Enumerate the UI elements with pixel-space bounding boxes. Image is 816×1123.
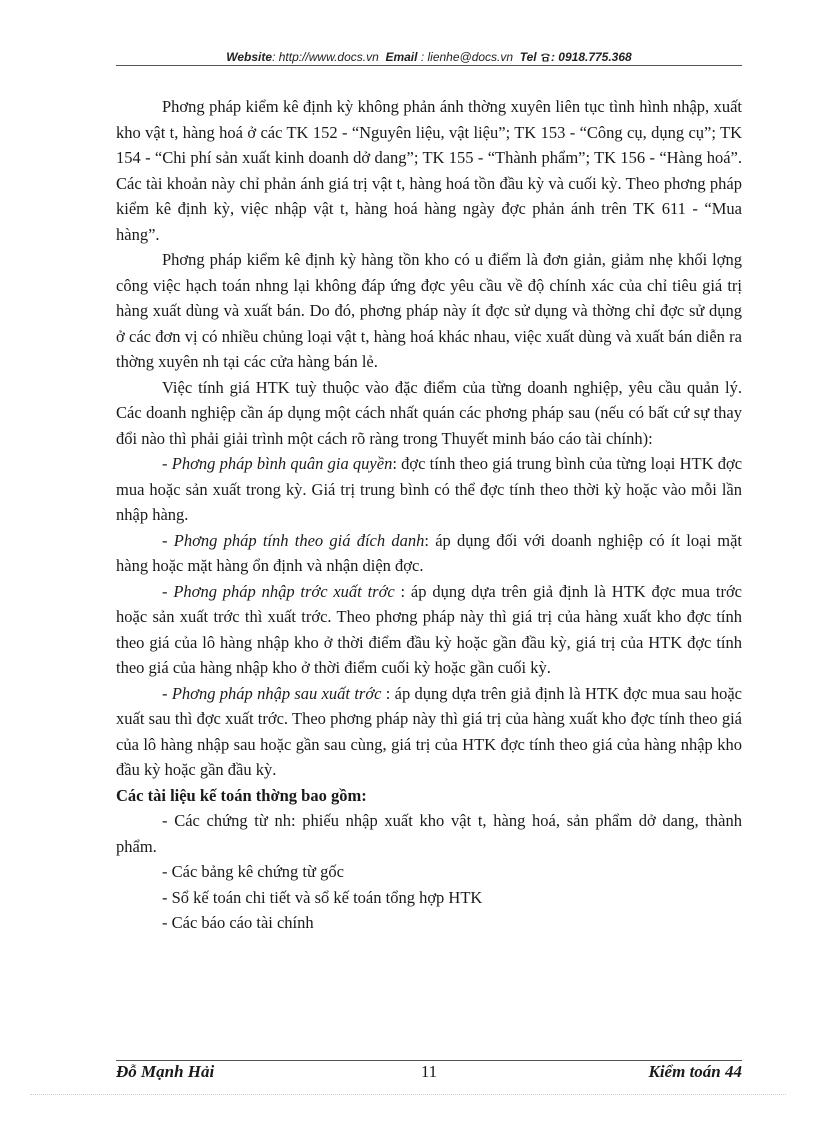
tel-value: : 0918.775.368 — [550, 50, 632, 64]
paragraph-2: Phơng pháp kiểm kê định kỳ hàng tồn kho có u điểm là đơn giản, giảm nhẹ khối lợng công việc hạch toán nhng lại không đáp ứng đợc yêu cầu về độ chính xác của chỉ tiêu giá trị hàng xuất dùng và xuất bán. Do đó, phơng pháp này ít đợc sử dụng và thờng chỉ đợc sử dụng ở các đơn vị có nhiều chủng loại vật t, hàng hoá khác nhau, việc xuất dùng và xuất bán diễn ra thờng xuyên nh tại các cửa hàng bán lẻ. — [116, 250, 742, 371]
page-bottom-divider — [30, 1094, 786, 1095]
website-value: : http://www.docs.vn — [272, 50, 379, 64]
section-heading: Các tài liệu kế toán thờng bao gồm: — [116, 785, 367, 805]
paragraph-1: Phơng pháp kiểm kê định kỳ không phản ánh thờng xuyên liên tục tình hình nhập, xuất kho vật t, hàng hoá ở các TK 152 - “Nguyên liệu, vật liệu”; TK 153 - “Công cụ, dụng cụ”; TK 154 - “Chi phí sản xuất kinh doanh dở dang”; TK 155 - “Thành phẩm”; TK 156 - “Hàng hoá”. Các tài khoản này chỉ phản ánh giá trị vật t, hàng hoá tồn đầu kỳ và cuối kỳ. Theo phơng pháp kiểm kê định kỳ, việc nhập vật t, hàng hoá hàng ngày đợc phản ánh trên TK 611 - “Mua hàng”. — [116, 97, 742, 244]
page-header — [116, 50, 742, 64]
tel-label: Tel — [519, 50, 537, 64]
paragraph-3: Việc tính giá HTK tuỳ thuộc vào đặc điểm của từng doanh nghiệp, yêu cầu quản lý. Các doanh nghiệp cần áp dụng một cách nhất quán các phơng pháp sau (nếu có bất cứ sự thay đổi nào thì phải giải trình một cách rõ ràng trong Thuyết minh báo cáo tài chính): — [116, 377, 742, 448]
document-body — [116, 94, 742, 936]
method-title: Phơng pháp nhập trớc xuất trớc — [173, 581, 395, 601]
phone-icon — [540, 50, 551, 64]
method-title: Phơng pháp nhập sau xuất trớc — [171, 683, 382, 703]
page-footer — [116, 1062, 742, 1082]
method-title: Phơng pháp tính theo giá đích danh — [173, 530, 425, 550]
method-fifo: - Phơng pháp nhập trớc xuất trớc : áp dụng dựa trên giả định là HTK đợc mua trớc hoặc sản xuất trớc thì xuất trớc. Theo phơng pháp này thì giá trị của hàng xuất kho đợc tính theo giá của lô hàng nhập kho ở thời điểm đầu kỳ hoặc gần đầu kỳ, giá trị của HTK đợc tính theo giá của hàng nhập kho ở thời điểm cuối kỳ hoặc gần cuối kỳ. — [116, 581, 742, 677]
page-number: 11 — [420, 1062, 438, 1081]
email-value: : lienhe@docs.vn — [420, 50, 514, 64]
header-rule — [116, 65, 742, 66]
website-label: Website — [226, 50, 273, 64]
footer-rule — [116, 1060, 742, 1061]
list-item: - Sổ kế toán chi tiết và sổ kế toán tổng hợp HTK — [162, 887, 483, 907]
email-label: Email — [385, 50, 418, 64]
list-item: - Các bảng kê chứng từ gốc — [162, 862, 344, 881]
list-item: - Các báo cáo tài chính — [162, 913, 314, 932]
method-weighted-average: - Phơng pháp bình quân gia quyền: đợc tính theo giá trung bình của từng loại HTK đợc mua hoặc sản xuất trong kỳ. Giá trị trung bình có thể đợc tính theo thời kỳ hoặc vào mỗi lần nhập hàng. — [116, 454, 743, 524]
footer-class-name: Kiểm toán 44 — [648, 1062, 742, 1081]
method-title: Phơng pháp bình quân gia quyền — [171, 454, 393, 473]
footer-author: Đỗ Mạnh Hải — [116, 1062, 215, 1081]
method-lifo: - Phơng pháp nhập sau xuất trớc : áp dụng dựa trên giả định là HTK đợc mua sau hoặc xuất sau thì đợc xuất trớc. Theo phơng pháp này thì giá trị của hàng xuất kho đợc tính theo giá của lô hàng nhập sau hoặc gần sau cùng, giá trị của HTK đợc tính theo giá của hàng nhập kho đầu kỳ hoặc gần đầu kỳ. — [116, 683, 742, 779]
method-specific-identification: - Phơng pháp tính theo giá đích danh: áp dụng đối với doanh nghiệp có ít loại mặt hàng hoặc mặt hàng ổn định và nhận diện đợc. — [116, 530, 743, 575]
list-item: - Các chứng từ nh: phiếu nhập xuất kho vật t, hàng hoá, sản phẩm dở dang, thành phẩm. — [116, 811, 742, 856]
